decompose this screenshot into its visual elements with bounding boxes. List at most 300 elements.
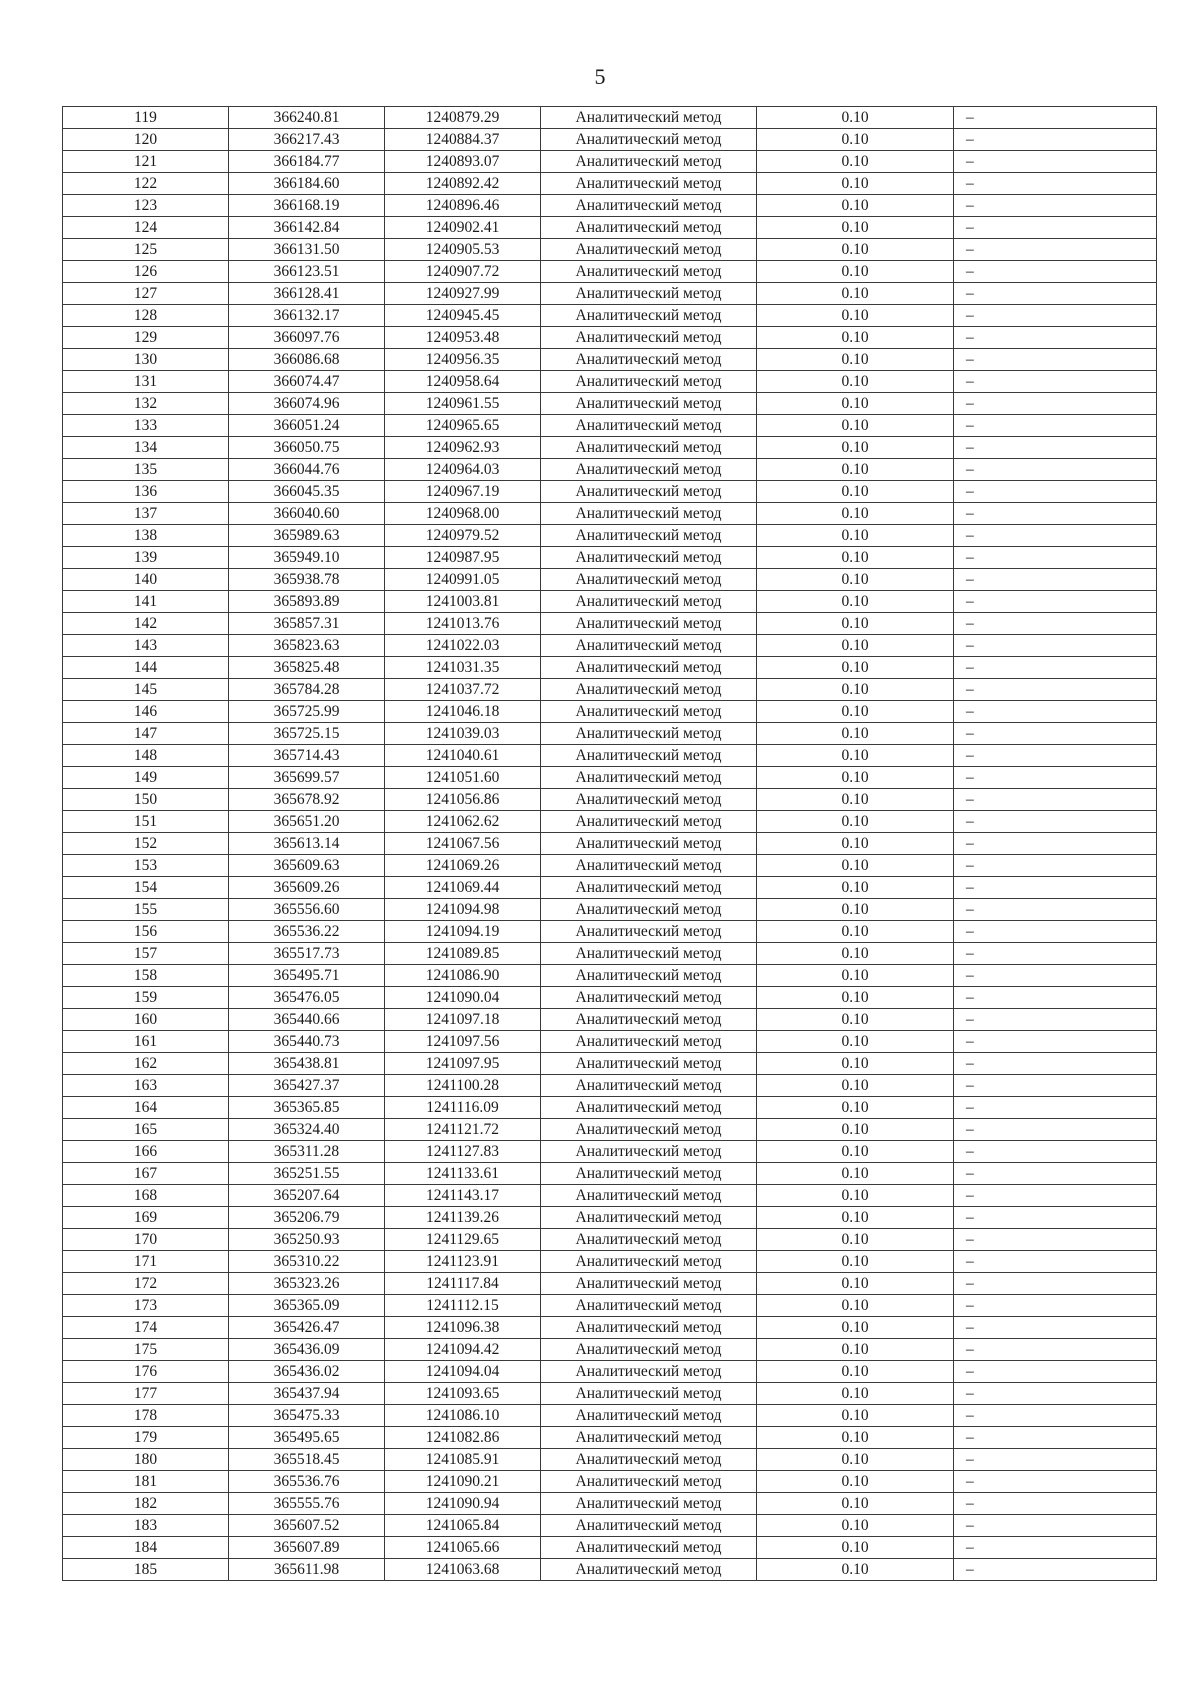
cell-accuracy: 0.10	[757, 1317, 954, 1339]
cell-method: Аналитический метод	[541, 1471, 757, 1493]
cell-y-coordinate: 1241086.10	[385, 1405, 541, 1427]
cell-method: Аналитический метод	[541, 591, 757, 613]
cell-accuracy: 0.10	[757, 349, 954, 371]
cell-accuracy: 0.10	[757, 503, 954, 525]
cell-description: –	[954, 1273, 1157, 1295]
cell-accuracy: 0.10	[757, 327, 954, 349]
table-row	[63, 591, 1157, 613]
cell-y-coordinate: 1240892.42	[385, 173, 541, 195]
cell-x-coordinate: 365427.37	[229, 1075, 385, 1097]
cell-point-number: 156	[63, 921, 229, 943]
cell-description: –	[954, 195, 1157, 217]
table-row	[63, 833, 1157, 855]
cell-x-coordinate: 365938.78	[229, 569, 385, 591]
cell-point-number: 176	[63, 1361, 229, 1383]
table-row	[63, 877, 1157, 899]
cell-y-coordinate: 1240893.07	[385, 151, 541, 173]
cell-description: –	[954, 899, 1157, 921]
cell-description: –	[954, 613, 1157, 635]
cell-description: –	[954, 1537, 1157, 1559]
cell-accuracy: 0.10	[757, 525, 954, 547]
cell-point-number: 161	[63, 1031, 229, 1053]
cell-accuracy: 0.10	[757, 613, 954, 635]
cell-y-coordinate: 1241097.56	[385, 1031, 541, 1053]
cell-point-number: 132	[63, 393, 229, 415]
cell-description: –	[954, 1141, 1157, 1163]
cell-point-number: 160	[63, 1009, 229, 1031]
cell-x-coordinate: 366086.68	[229, 349, 385, 371]
table-row	[63, 569, 1157, 591]
cell-method: Аналитический метод	[541, 371, 757, 393]
cell-y-coordinate: 1241065.66	[385, 1537, 541, 1559]
cell-accuracy: 0.10	[757, 1185, 954, 1207]
cell-point-number: 177	[63, 1383, 229, 1405]
cell-accuracy: 0.10	[757, 1207, 954, 1229]
table-row	[63, 1207, 1157, 1229]
cell-description: –	[954, 1339, 1157, 1361]
cell-method: Аналитический метод	[541, 1383, 757, 1405]
cell-accuracy: 0.10	[757, 1009, 954, 1031]
cell-x-coordinate: 365823.63	[229, 635, 385, 657]
cell-point-number: 120	[63, 129, 229, 151]
cell-description: –	[954, 1361, 1157, 1383]
table-row	[63, 1273, 1157, 1295]
cell-method: Аналитический метод	[541, 701, 757, 723]
cell-accuracy: 0.10	[757, 1097, 954, 1119]
cell-point-number: 127	[63, 283, 229, 305]
cell-x-coordinate: 366217.43	[229, 129, 385, 151]
cell-method: Аналитический метод	[541, 415, 757, 437]
cell-y-coordinate: 1241116.09	[385, 1097, 541, 1119]
cell-accuracy: 0.10	[757, 1405, 954, 1427]
cell-accuracy: 0.10	[757, 415, 954, 437]
cell-accuracy: 0.10	[757, 239, 954, 261]
cell-y-coordinate: 1240905.53	[385, 239, 541, 261]
cell-y-coordinate: 1241031.35	[385, 657, 541, 679]
cell-accuracy: 0.10	[757, 569, 954, 591]
cell-x-coordinate: 365426.47	[229, 1317, 385, 1339]
cell-point-number: 149	[63, 767, 229, 789]
table-row	[63, 1383, 1157, 1405]
table-row	[63, 107, 1157, 129]
table-row	[63, 789, 1157, 811]
cell-accuracy: 0.10	[757, 1559, 954, 1581]
cell-point-number: 145	[63, 679, 229, 701]
cell-accuracy: 0.10	[757, 1361, 954, 1383]
table-row	[63, 1141, 1157, 1163]
cell-point-number: 172	[63, 1273, 229, 1295]
cell-x-coordinate: 365475.33	[229, 1405, 385, 1427]
cell-x-coordinate: 365207.64	[229, 1185, 385, 1207]
cell-y-coordinate: 1241100.28	[385, 1075, 541, 1097]
cell-x-coordinate: 365609.26	[229, 877, 385, 899]
cell-y-coordinate: 1240965.65	[385, 415, 541, 437]
cell-description: –	[954, 459, 1157, 481]
cell-description: –	[954, 217, 1157, 239]
cell-accuracy: 0.10	[757, 943, 954, 965]
cell-y-coordinate: 1241069.44	[385, 877, 541, 899]
cell-accuracy: 0.10	[757, 1163, 954, 1185]
cell-description: –	[954, 327, 1157, 349]
cell-x-coordinate: 365536.22	[229, 921, 385, 943]
cell-accuracy: 0.10	[757, 1119, 954, 1141]
table-row	[63, 151, 1157, 173]
cell-point-number: 155	[63, 899, 229, 921]
cell-y-coordinate: 1240896.46	[385, 195, 541, 217]
cell-y-coordinate: 1241040.61	[385, 745, 541, 767]
cell-y-coordinate: 1241037.72	[385, 679, 541, 701]
cell-x-coordinate: 365324.40	[229, 1119, 385, 1141]
cell-x-coordinate: 365476.05	[229, 987, 385, 1009]
cell-description: –	[954, 921, 1157, 943]
cell-y-coordinate: 1240927.99	[385, 283, 541, 305]
cell-y-coordinate: 1241090.94	[385, 1493, 541, 1515]
cell-method: Аналитический метод	[541, 195, 757, 217]
cell-x-coordinate: 365784.28	[229, 679, 385, 701]
cell-description: –	[954, 305, 1157, 327]
cell-description: –	[954, 261, 1157, 283]
cell-description: –	[954, 767, 1157, 789]
cell-method: Аналитический метод	[541, 525, 757, 547]
cell-accuracy: 0.10	[757, 173, 954, 195]
cell-point-number: 157	[63, 943, 229, 965]
table-row	[63, 1339, 1157, 1361]
cell-method: Аналитический метод	[541, 767, 757, 789]
table-row	[63, 811, 1157, 833]
table-row	[63, 1119, 1157, 1141]
table-row	[63, 943, 1157, 965]
cell-accuracy: 0.10	[757, 723, 954, 745]
cell-description: –	[954, 701, 1157, 723]
table-row	[63, 921, 1157, 943]
cell-description: –	[954, 1009, 1157, 1031]
cell-method: Аналитический метод	[541, 1185, 757, 1207]
cell-method: Аналитический метод	[541, 129, 757, 151]
cell-x-coordinate: 366045.35	[229, 481, 385, 503]
cell-method: Аналитический метод	[541, 1163, 757, 1185]
cell-point-number: 128	[63, 305, 229, 327]
cell-point-number: 141	[63, 591, 229, 613]
cell-accuracy: 0.10	[757, 547, 954, 569]
cell-accuracy: 0.10	[757, 107, 954, 129]
cell-method: Аналитический метод	[541, 1515, 757, 1537]
cell-y-coordinate: 1240967.19	[385, 481, 541, 503]
cell-point-number: 137	[63, 503, 229, 525]
cell-y-coordinate: 1240979.52	[385, 525, 541, 547]
cell-y-coordinate: 1240945.45	[385, 305, 541, 327]
cell-x-coordinate: 365365.85	[229, 1097, 385, 1119]
cell-description: –	[954, 525, 1157, 547]
cell-x-coordinate: 365250.93	[229, 1229, 385, 1251]
cell-method: Аналитический метод	[541, 921, 757, 943]
cell-method: Аналитический метод	[541, 987, 757, 1009]
cell-accuracy: 0.10	[757, 305, 954, 327]
cell-x-coordinate: 366050.75	[229, 437, 385, 459]
cell-method: Аналитический метод	[541, 173, 757, 195]
cell-x-coordinate: 365440.73	[229, 1031, 385, 1053]
cell-description: –	[954, 1559, 1157, 1581]
cell-x-coordinate: 365607.89	[229, 1537, 385, 1559]
cell-accuracy: 0.10	[757, 1141, 954, 1163]
cell-x-coordinate: 365678.92	[229, 789, 385, 811]
cell-y-coordinate: 1241022.03	[385, 635, 541, 657]
cell-description: –	[954, 481, 1157, 503]
table-row	[63, 1075, 1157, 1097]
cell-x-coordinate: 365893.89	[229, 591, 385, 613]
cell-point-number: 185	[63, 1559, 229, 1581]
cell-x-coordinate: 365555.76	[229, 1493, 385, 1515]
cell-point-number: 119	[63, 107, 229, 129]
cell-accuracy: 0.10	[757, 591, 954, 613]
table-row	[63, 437, 1157, 459]
cell-accuracy: 0.10	[757, 965, 954, 987]
table-row	[63, 1559, 1157, 1581]
cell-accuracy: 0.10	[757, 877, 954, 899]
table-row	[63, 1317, 1157, 1339]
table-row	[63, 1009, 1157, 1031]
cell-y-coordinate: 1240961.55	[385, 393, 541, 415]
cell-point-number: 124	[63, 217, 229, 239]
cell-accuracy: 0.10	[757, 1339, 954, 1361]
cell-accuracy: 0.10	[757, 261, 954, 283]
cell-x-coordinate: 366040.60	[229, 503, 385, 525]
cell-accuracy: 0.10	[757, 789, 954, 811]
cell-y-coordinate: 1241094.04	[385, 1361, 541, 1383]
table-row	[63, 349, 1157, 371]
cell-x-coordinate: 366097.76	[229, 327, 385, 349]
cell-accuracy: 0.10	[757, 1295, 954, 1317]
cell-x-coordinate: 366044.76	[229, 459, 385, 481]
table-row	[63, 327, 1157, 349]
cell-x-coordinate: 365436.09	[229, 1339, 385, 1361]
cell-x-coordinate: 365607.52	[229, 1515, 385, 1537]
cell-y-coordinate: 1241056.86	[385, 789, 541, 811]
cell-y-coordinate: 1240962.93	[385, 437, 541, 459]
cell-y-coordinate: 1241063.68	[385, 1559, 541, 1581]
table-row	[63, 1449, 1157, 1471]
cell-description: –	[954, 877, 1157, 899]
table-row	[63, 635, 1157, 657]
cell-y-coordinate: 1241090.04	[385, 987, 541, 1009]
cell-y-coordinate: 1241143.17	[385, 1185, 541, 1207]
cell-accuracy: 0.10	[757, 767, 954, 789]
table-row	[63, 679, 1157, 701]
cell-point-number: 184	[63, 1537, 229, 1559]
cell-accuracy: 0.10	[757, 459, 954, 481]
cell-method: Аналитический метод	[541, 1097, 757, 1119]
table-row	[63, 525, 1157, 547]
cell-y-coordinate: 1241082.86	[385, 1427, 541, 1449]
cell-method: Аналитический метод	[541, 393, 757, 415]
cell-x-coordinate: 365725.99	[229, 701, 385, 723]
cell-x-coordinate: 366123.51	[229, 261, 385, 283]
cell-description: –	[954, 151, 1157, 173]
cell-x-coordinate: 365651.20	[229, 811, 385, 833]
cell-y-coordinate: 1241090.21	[385, 1471, 541, 1493]
cell-x-coordinate: 366128.41	[229, 283, 385, 305]
cell-accuracy: 0.10	[757, 657, 954, 679]
cell-y-coordinate: 1241117.84	[385, 1273, 541, 1295]
cell-method: Аналитический метод	[541, 305, 757, 327]
cell-x-coordinate: 365699.57	[229, 767, 385, 789]
cell-method: Аналитический метод	[541, 1119, 757, 1141]
table-row	[63, 415, 1157, 437]
cell-point-number: 170	[63, 1229, 229, 1251]
cell-y-coordinate: 1241039.03	[385, 723, 541, 745]
cell-description: –	[954, 1163, 1157, 1185]
table-row	[63, 1537, 1157, 1559]
table-row	[63, 1185, 1157, 1207]
table-row	[63, 547, 1157, 569]
cell-x-coordinate: 366074.96	[229, 393, 385, 415]
cell-point-number: 122	[63, 173, 229, 195]
cell-x-coordinate: 365365.09	[229, 1295, 385, 1317]
cell-accuracy: 0.10	[757, 1427, 954, 1449]
cell-description: –	[954, 1119, 1157, 1141]
cell-method: Аналитический метод	[541, 1251, 757, 1273]
cell-y-coordinate: 1241013.76	[385, 613, 541, 635]
cell-point-number: 173	[63, 1295, 229, 1317]
cell-method: Аналитический метод	[541, 1559, 757, 1581]
cell-y-coordinate: 1241121.72	[385, 1119, 541, 1141]
table-row	[63, 767, 1157, 789]
cell-description: –	[954, 987, 1157, 1009]
cell-x-coordinate: 366240.81	[229, 107, 385, 129]
cell-accuracy: 0.10	[757, 1053, 954, 1075]
cell-description: –	[954, 1295, 1157, 1317]
cell-point-number: 152	[63, 833, 229, 855]
cell-method: Аналитический метод	[541, 1229, 757, 1251]
cell-x-coordinate: 365251.55	[229, 1163, 385, 1185]
cell-point-number: 180	[63, 1449, 229, 1471]
cell-method: Аналитический метод	[541, 1053, 757, 1075]
cell-x-coordinate: 365556.60	[229, 899, 385, 921]
cell-y-coordinate: 1241051.60	[385, 767, 541, 789]
cell-point-number: 134	[63, 437, 229, 459]
cell-description: –	[954, 1185, 1157, 1207]
cell-method: Аналитический метод	[541, 1141, 757, 1163]
cell-y-coordinate: 1241069.26	[385, 855, 541, 877]
table-row	[63, 745, 1157, 767]
cell-description: –	[954, 415, 1157, 437]
cell-accuracy: 0.10	[757, 745, 954, 767]
cell-accuracy: 0.10	[757, 129, 954, 151]
cell-method: Аналитический метод	[541, 459, 757, 481]
coordinates-table-body	[63, 107, 1157, 1581]
cell-x-coordinate: 365206.79	[229, 1207, 385, 1229]
cell-y-coordinate: 1240958.64	[385, 371, 541, 393]
cell-description: –	[954, 657, 1157, 679]
cell-point-number: 138	[63, 525, 229, 547]
cell-point-number: 158	[63, 965, 229, 987]
cell-x-coordinate: 365517.73	[229, 943, 385, 965]
cell-point-number: 163	[63, 1075, 229, 1097]
table-row	[63, 657, 1157, 679]
cell-method: Аналитический метод	[541, 327, 757, 349]
cell-method: Аналитический метод	[541, 789, 757, 811]
cell-accuracy: 0.10	[757, 855, 954, 877]
cell-x-coordinate: 366184.77	[229, 151, 385, 173]
cell-x-coordinate: 366184.60	[229, 173, 385, 195]
cell-method: Аналитический метод	[541, 1317, 757, 1339]
cell-accuracy: 0.10	[757, 1471, 954, 1493]
cell-y-coordinate: 1240902.41	[385, 217, 541, 239]
cell-y-coordinate: 1241003.81	[385, 591, 541, 613]
cell-description: –	[954, 679, 1157, 701]
cell-point-number: 135	[63, 459, 229, 481]
table-row	[63, 195, 1157, 217]
cell-x-coordinate: 365725.15	[229, 723, 385, 745]
cell-x-coordinate: 366168.19	[229, 195, 385, 217]
cell-y-coordinate: 1240987.95	[385, 547, 541, 569]
cell-method: Аналитический метод	[541, 899, 757, 921]
cell-accuracy: 0.10	[757, 635, 954, 657]
cell-description: –	[954, 591, 1157, 613]
cell-point-number: 169	[63, 1207, 229, 1229]
cell-method: Аналитический метод	[541, 1207, 757, 1229]
cell-method: Аналитический метод	[541, 107, 757, 129]
cell-description: –	[954, 503, 1157, 525]
cell-y-coordinate: 1241094.42	[385, 1339, 541, 1361]
cell-x-coordinate: 365609.63	[229, 855, 385, 877]
cell-description: –	[954, 1317, 1157, 1339]
cell-y-coordinate: 1241133.61	[385, 1163, 541, 1185]
cell-y-coordinate: 1241123.91	[385, 1251, 541, 1273]
cell-accuracy: 0.10	[757, 1031, 954, 1053]
table-row	[63, 239, 1157, 261]
table-row	[63, 1163, 1157, 1185]
cell-method: Аналитический метод	[541, 437, 757, 459]
cell-y-coordinate: 1240991.05	[385, 569, 541, 591]
cell-description: –	[954, 1053, 1157, 1075]
cell-accuracy: 0.10	[757, 899, 954, 921]
cell-accuracy: 0.10	[757, 437, 954, 459]
cell-point-number: 146	[63, 701, 229, 723]
cell-point-number: 147	[63, 723, 229, 745]
cell-accuracy: 0.10	[757, 1229, 954, 1251]
cell-point-number: 130	[63, 349, 229, 371]
cell-point-number: 182	[63, 1493, 229, 1515]
cell-method: Аналитический метод	[541, 1449, 757, 1471]
cell-method: Аналитический метод	[541, 283, 757, 305]
cell-x-coordinate: 365613.14	[229, 833, 385, 855]
cell-method: Аналитический метод	[541, 943, 757, 965]
cell-point-number: 167	[63, 1163, 229, 1185]
cell-description: –	[954, 1383, 1157, 1405]
cell-x-coordinate: 365310.22	[229, 1251, 385, 1273]
cell-x-coordinate: 365311.28	[229, 1141, 385, 1163]
cell-point-number: 153	[63, 855, 229, 877]
cell-y-coordinate: 1241139.26	[385, 1207, 541, 1229]
cell-x-coordinate: 365436.02	[229, 1361, 385, 1383]
cell-point-number: 164	[63, 1097, 229, 1119]
cell-method: Аналитический метод	[541, 503, 757, 525]
table-row	[63, 173, 1157, 195]
cell-description: –	[954, 107, 1157, 129]
cell-y-coordinate: 1241097.18	[385, 1009, 541, 1031]
cell-y-coordinate: 1241062.62	[385, 811, 541, 833]
cell-description: –	[954, 349, 1157, 371]
table-row	[63, 393, 1157, 415]
cell-method: Аналитический метод	[541, 1361, 757, 1383]
cell-x-coordinate: 366142.84	[229, 217, 385, 239]
cell-accuracy: 0.10	[757, 1515, 954, 1537]
cell-point-number: 125	[63, 239, 229, 261]
cell-description: –	[954, 1405, 1157, 1427]
cell-description: –	[954, 789, 1157, 811]
cell-description: –	[954, 943, 1157, 965]
cell-method: Аналитический метод	[541, 217, 757, 239]
